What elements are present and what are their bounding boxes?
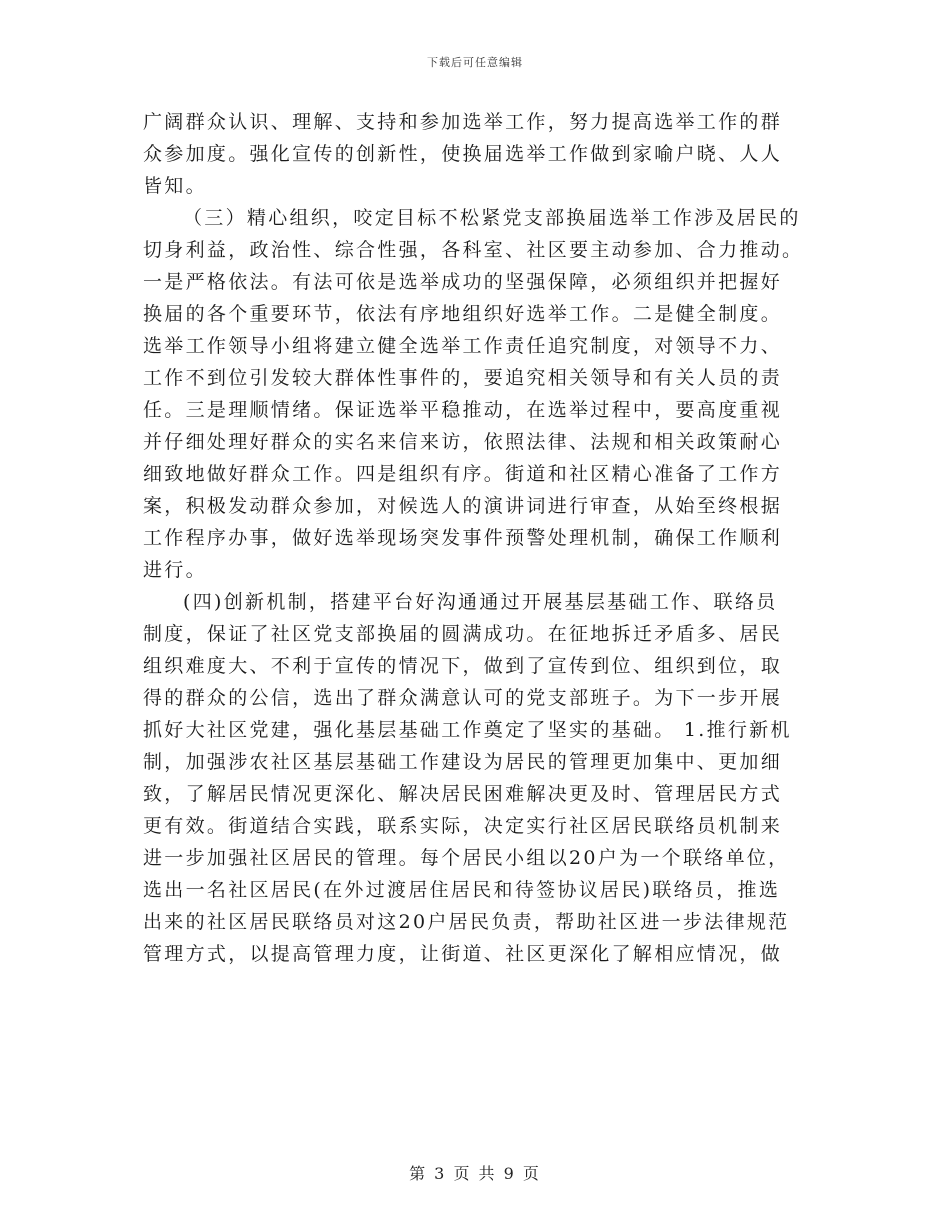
text-line: 细致地做好群众工作。四是组织有序。街道和社区精心准备了工作方 <box>143 463 783 485</box>
text-line: 制度，保证了社区党支部换届的圆满成功。在征地拆迁矛盾多、居民 <box>143 623 783 645</box>
text-line: 工作不到位引发较大群体性事件的，要追究相关领导和有关人员的责 <box>143 367 783 389</box>
text-line: 出来的社区居民联络员对这20户居民负责，帮助社区进一步法律规范 <box>143 911 790 933</box>
document-body <box>143 106 807 970</box>
text-line: 工作程序办事，做好选举现场突发事件预警处理机制，确保工作顺利 <box>143 527 783 549</box>
text-line: 并仔细处理好群众的实名来信来访，依照法律、法规和相关政策耐心 <box>143 431 783 453</box>
text-line: 众参加度。强化宣传的创新性，使换届选举工作做到家喻户晓、人人 <box>143 143 783 165</box>
text-line: (四)创新机制，搭建平台好沟通通过开展基层基础工作、联络员 <box>183 591 778 613</box>
text-line: 得的群众的公信，选出了群众满意认可的党支部班子。为下一步开展 <box>143 687 783 709</box>
text-line: 抓好大社区党建，强化基层基础工作奠定了坚实的基础。 1.推行新机 <box>143 719 792 741</box>
text-line: 组织难度大、不利于宣传的情况下，做到了宣传到位、组织到位，取 <box>143 655 783 677</box>
text-line: 更有效。街道结合实践，联系实际，决定实行社区居民联络员机制来 <box>143 815 783 837</box>
text-line: 一是严格依法。有法可依是选举成功的坚强保障，必须组织并把握好 <box>143 271 783 293</box>
page-number-footer: 第 3 页 共 9 页 <box>409 1164 541 1183</box>
text-line: 广阔群众认识、理解、支持和参加选举工作，努力提高选举工作的群 <box>143 111 783 133</box>
text-line: 致，了解居民情况更深化、解决居民困难解决更及时、管理居民方式 <box>143 783 783 805</box>
text-line: 管理方式，以提高管理力度，让街道、社区更深化了解相应情况，做 <box>143 943 783 965</box>
text-line: 皆知。 <box>143 175 207 197</box>
text-line: 任。三是理顺情绪。保证选举平稳推动，在选举过程中，要高度重视 <box>143 399 783 421</box>
text-line: 进一步加强社区居民的管理。每个居民小组以20户为一个联络单位， <box>143 847 790 869</box>
page-header: 下载后可任意编辑 <box>427 56 523 69</box>
text-line: 切身利益，政治性、综合性强，各科室、社区要主动参加、合力推动。 <box>143 239 804 261</box>
text-line: （三）精心组织，咬定目标不松紧党支部换届选举工作涉及居民的 <box>183 207 801 229</box>
text-line: 选举工作领导小组将建立健全选举工作责任追究制度，对领导不力、 <box>143 335 783 357</box>
text-line: 选出一名社区居民(在外过渡居住居民和待签协议居民)联络员，推选 <box>143 879 781 901</box>
text-line: 换届的各个重要环节，依法有序地组织好选举工作。二是健全制度。 <box>143 303 783 325</box>
text-line: 案，积极发动群众参加，对候选人的演讲词进行审查，从始至终根据 <box>143 495 783 517</box>
text-line: 进行。 <box>143 559 207 581</box>
text-line: 制，加强涉农社区基层基础工作建设为居民的管理更加集中、更加细 <box>143 751 783 773</box>
